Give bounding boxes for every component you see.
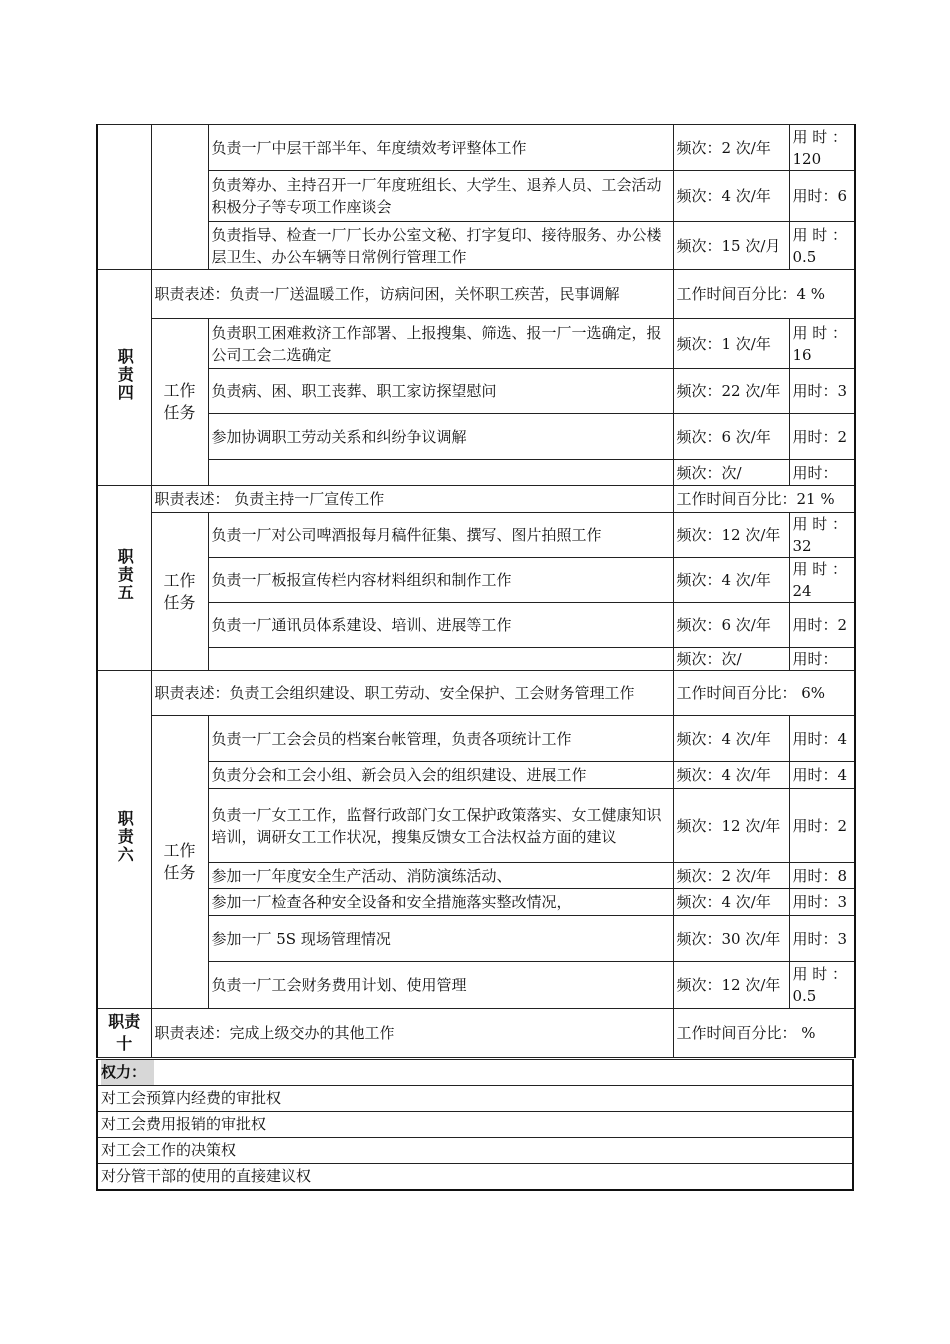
responsibility-table: [96, 124, 856, 1058]
task-frequency: 频次：4 次/年: [673, 716, 789, 762]
duty-4-percent: 工作时间百分比：4 %: [673, 270, 855, 319]
table-row: [97, 863, 855, 889]
table-row: [97, 513, 855, 558]
task-time: 用 时 ：120: [789, 125, 855, 171]
task-frequency: 频次：6 次/年: [673, 603, 789, 648]
duty-10-label: [97, 1009, 151, 1058]
table-row: [97, 270, 855, 319]
duty-6-statement: 职责表述：负责工会组织建设、职工劳动、安全保护、工会财务管理工作: [151, 671, 673, 716]
task-time: 用时：3: [789, 916, 855, 962]
table-row: [97, 671, 855, 716]
table-row: [97, 916, 855, 962]
task-text: 负责职工困难救济工作部署、上报搜集、筛选、报一厂一选确定，报公司工会二选确定: [208, 319, 673, 369]
duty-6-task-label-text: 工作任务: [163, 841, 196, 882]
duty-4-label: [97, 270, 151, 486]
task-text: 参加协调职工劳动关系和纠纷争议调解: [208, 414, 673, 460]
task-time: 用时：3: [789, 889, 855, 916]
task-time: 用时：2: [789, 414, 855, 460]
table-row: [97, 1060, 853, 1086]
rights-item: 对分管干部的使用的直接建议权: [97, 1164, 853, 1191]
task-time: 用时：: [789, 460, 855, 486]
task-text: 负责一厂板报宣传栏内容材料组织和制作工作: [208, 558, 673, 603]
task-text: 负责指导、检查一厂厂长办公室文秘、打字复印、接待服务、办公楼层卫生、办公车辆等日常例行管理工作: [208, 222, 673, 270]
rights-item: 对工会工作的决策权: [97, 1138, 853, 1164]
table-row: [97, 125, 855, 171]
task-time: 用时：3: [789, 369, 855, 414]
rights-header: [97, 1060, 853, 1086]
table-row: [97, 889, 855, 916]
task-frequency: 频次：次/: [673, 648, 789, 671]
table-row: [97, 648, 855, 671]
task-text: 负责分会和工会小组、新会员入会的组织建设、进展工作: [208, 762, 673, 789]
duty-5-label-text: 职责五: [115, 548, 135, 602]
table-row: [97, 1164, 853, 1191]
duty-10-statement: 职责表述：完成上级交办的其他工作: [151, 1009, 673, 1058]
table-row: [97, 558, 855, 603]
table-row: [97, 789, 855, 863]
task-text: [208, 648, 673, 671]
duty-5-label: [97, 486, 151, 671]
duty-6-label-text: 职责六: [115, 809, 135, 864]
task-frequency: 频次：22 次/年: [673, 369, 789, 414]
task-frequency: 频次：4 次/年: [673, 762, 789, 789]
duty-4-label-text: 职责四: [115, 347, 135, 402]
task-frequency: 频次：4 次/年: [673, 558, 789, 603]
task-frequency: 频次：12 次/年: [673, 513, 789, 558]
table-row: [97, 369, 855, 414]
task-frequency: 频次：4 次/年: [673, 171, 789, 222]
task-time: 用时：2: [789, 603, 855, 648]
table-row: [97, 1086, 853, 1112]
task-time: 用时：: [789, 648, 855, 671]
task-text: 负责一厂女工工作，监督行政部门女工保护政策落实、女工健康知识培训，调研女工工作状况，搜集反馈女工合法权益方面的建议: [208, 789, 673, 863]
task-frequency: 频次：12 次/年: [673, 962, 789, 1009]
task-text: 负责一厂中层干部半年、年度绩效考评整体工作: [208, 125, 673, 171]
task-text: 负责一厂通讯员体系建设、培训、进展等工作: [208, 603, 673, 648]
task-text: 参加一厂 5S 现场管理情况: [208, 916, 673, 962]
task-text: 负责一厂工会会员的档案台帐管理，负责各项统计工作: [208, 716, 673, 762]
duty-10-label-text: 职责十: [108, 1012, 141, 1053]
duty-5-task-label-text: 工作任务: [163, 570, 196, 612]
duty-5-percent: 工作时间百分比：21 %: [673, 486, 855, 513]
duty-4-statement: 职责表述：负责一厂送温暖工作，访病问困，关怀职工疾苦，民事调解: [151, 270, 673, 319]
task-time: 用时：4: [789, 716, 855, 762]
task-frequency: 频次：4 次/年: [673, 889, 789, 916]
task-time: 用 时 ：24: [789, 558, 855, 603]
table-row: [97, 460, 855, 486]
duty-4-task-label: [151, 319, 208, 486]
table-row: [97, 762, 855, 789]
table-row: [97, 603, 855, 648]
duty-6-percent: 工作时间百分比： 6%: [673, 671, 855, 716]
rights-item: 对工会费用报销的审批权: [97, 1112, 853, 1138]
duty-5-task-label: [151, 513, 208, 671]
table-row: [97, 171, 855, 222]
duty-4-task-label-text: 工作任务: [163, 381, 196, 422]
task-label-cell-continued: [151, 125, 208, 270]
duty-6-task-label: [151, 716, 208, 1009]
task-text: 负责病、困、职工丧葬、职工家访探望慰问: [208, 369, 673, 414]
task-time: 用 时 ：0.5: [789, 222, 855, 270]
task-time: 用 时 ：0.5: [789, 962, 855, 1009]
task-text: 参加一厂年度安全生产活动、消防演练活动、: [208, 863, 673, 889]
task-text: 负责一厂工会财务费用计划、使用管理: [208, 962, 673, 1009]
task-frequency: 频次：2 次/年: [673, 125, 789, 171]
task-time: 用时：2: [789, 789, 855, 863]
table-row: [97, 1138, 853, 1164]
task-text: 负责筹办、主持召开一厂年度班组长、大学生、退养人员、工会活动积极分子等专项工作座谈会: [208, 171, 673, 222]
table-row: [97, 486, 855, 513]
task-text: 参加一厂检查各种安全设备和安全措施落实整改情况，: [208, 889, 673, 916]
task-frequency: 频次：6 次/年: [673, 414, 789, 460]
task-time: 用时：4: [789, 762, 855, 789]
rights-table: [96, 1059, 854, 1191]
rights-header-text: 权力：: [101, 1060, 154, 1085]
task-frequency: 频次：次/: [673, 460, 789, 486]
duty-6-label: [97, 671, 151, 1009]
task-time: 用时：8: [789, 863, 855, 889]
task-time: 用 时 ：16: [789, 319, 855, 369]
table-row: [97, 1009, 855, 1058]
table-row: [97, 319, 855, 369]
role-cell-continued: [97, 125, 151, 270]
table-row: [97, 222, 855, 270]
table-row: [97, 962, 855, 1009]
table-row: [97, 1112, 853, 1138]
task-time: 用时：6: [789, 171, 855, 222]
task-frequency: 频次：30 次/年: [673, 916, 789, 962]
rights-item: 对工会预算内经费的审批权: [97, 1086, 853, 1112]
table-row: [97, 716, 855, 762]
task-frequency: 频次：1 次/年: [673, 319, 789, 369]
task-text: 负责一厂对公司啤酒报每月稿件征集、撰写、图片拍照工作: [208, 513, 673, 558]
task-text: [208, 460, 673, 486]
duty-10-percent: 工作时间百分比： %: [673, 1009, 855, 1058]
task-frequency: 频次：12 次/年: [673, 789, 789, 863]
table-row: [97, 414, 855, 460]
task-frequency: 频次：2 次/年: [673, 863, 789, 889]
task-frequency: 频次：15 次/月: [673, 222, 789, 270]
duty-5-statement: 职责表述： 负责主持一厂宣传工作: [151, 486, 673, 513]
task-time: 用 时 ：32: [789, 513, 855, 558]
